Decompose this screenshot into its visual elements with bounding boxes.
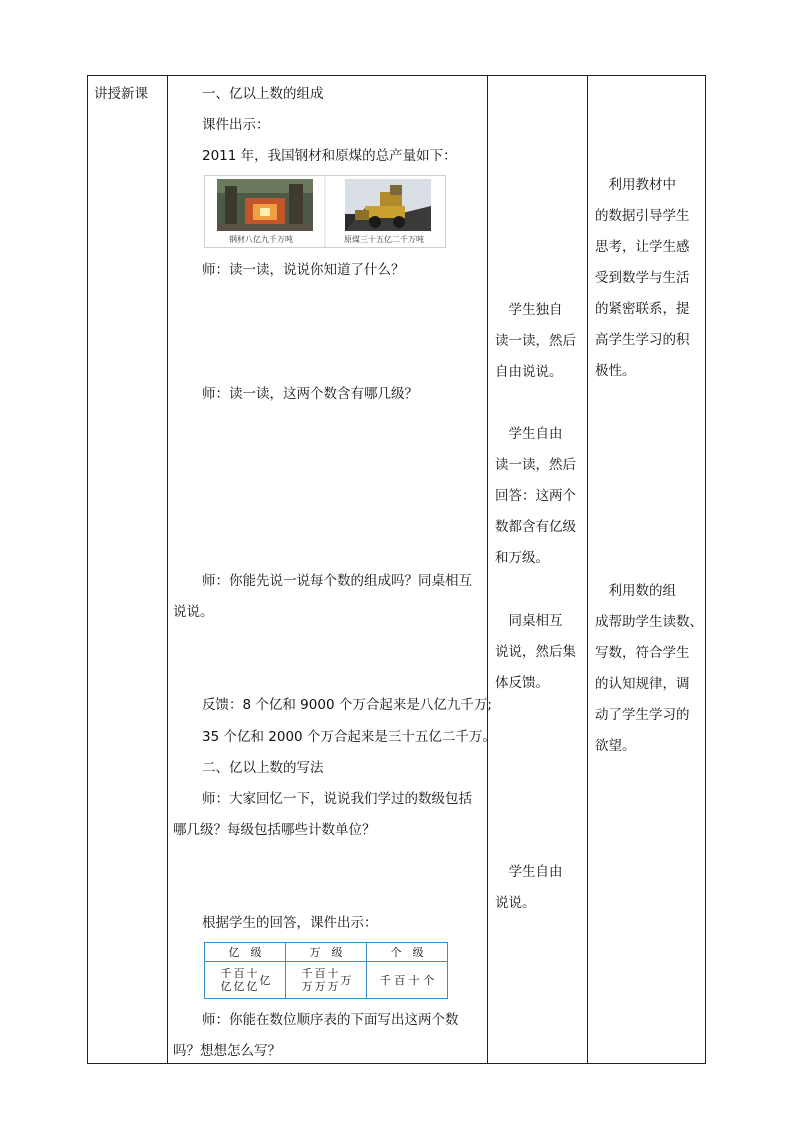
student-line: 读一读，然后 xyxy=(495,457,576,473)
question-recall-cont: 哪几级？每级包括哪些计数单位？ xyxy=(173,822,376,838)
place-value-table xyxy=(204,942,448,999)
section-label: 讲授新课 xyxy=(94,86,148,102)
intent-line: 受到数学与生活 xyxy=(595,270,690,286)
loader-coal-photo-icon xyxy=(345,179,431,231)
unit: 亿 xyxy=(259,973,271,987)
unit: 十亿 xyxy=(246,967,258,993)
student-line: 同桌相互 xyxy=(495,613,563,629)
unit: 万 xyxy=(340,973,352,987)
student-line: 自由说说。 xyxy=(495,364,563,380)
steel-caption: 钢材八亿九千万吨 xyxy=(229,235,293,244)
feedback-line-1: 反馈：8 个亿和 9000 个万合起来是八亿九千万; xyxy=(202,697,492,713)
courseware-label: 课件出示： xyxy=(202,117,270,133)
question-composition-cont: 说说。 xyxy=(173,604,214,620)
intent-line: 利用数的组 xyxy=(595,583,676,599)
student-line: 学生自由 xyxy=(495,426,563,442)
student-line: 学生独自 xyxy=(495,302,563,318)
student-line: 体反馈。 xyxy=(495,675,549,691)
intent-line: 写数，符合学生 xyxy=(595,645,690,661)
feedback-line-2: 35 个亿和 2000 个万合起来是三十五亿二千万。 xyxy=(202,729,496,745)
question-write: 师：你能在数位顺序表的下面写出这两个数 xyxy=(202,1012,459,1028)
unit: 千亿 xyxy=(220,967,232,993)
question-levels: 师：读一读，这两个数含有哪几级？ xyxy=(202,386,418,402)
unit: 百亿 xyxy=(233,967,245,993)
intro-text: 2011 年，我国钢材和原煤的总产量如下： xyxy=(202,148,457,164)
header-wan: 万 级 xyxy=(286,943,367,962)
student-activity-4 xyxy=(495,857,563,919)
yi-units xyxy=(205,962,286,999)
question-read: 师：读一读，说说你知道了什么？ xyxy=(202,262,405,278)
design-intent-1 xyxy=(595,170,690,387)
unit: 十万 xyxy=(327,967,339,993)
student-activity-3 xyxy=(495,606,576,699)
unit: 百万 xyxy=(314,967,326,993)
student-line: 读一读，然后 xyxy=(495,333,576,349)
courseware-label-2: 根据学生的回答，课件出示： xyxy=(202,915,378,931)
student-line: 说说。 xyxy=(495,895,536,911)
coal-caption: 原煤三十五亿二千万吨 xyxy=(344,235,424,244)
student-line: 数都含有亿级 xyxy=(495,519,576,535)
student-line: 学生自由 xyxy=(495,864,563,880)
ge-units: 千 百 十 个 xyxy=(367,962,448,999)
student-line: 说说，然后集 xyxy=(495,644,576,660)
intent-line: 利用教材中 xyxy=(595,177,676,193)
student-line: 回答：这两个 xyxy=(495,488,576,504)
design-intent-2 xyxy=(595,576,703,762)
question-composition: 师：你能先说一说每个数的组成吗？同桌相互 xyxy=(202,573,472,589)
intent-line: 的紧密联系，提 xyxy=(595,301,690,317)
student-activity-2 xyxy=(495,419,576,574)
heading-writing: 二、亿以上数的写法 xyxy=(202,760,324,776)
wan-units xyxy=(286,962,367,999)
question-write-cont: 吗？想想怎么写？ xyxy=(173,1043,281,1059)
intent-line: 的数据引导学生 xyxy=(595,208,690,224)
production-images xyxy=(204,175,446,248)
column-divider xyxy=(487,75,488,1064)
column-divider xyxy=(587,75,588,1064)
header-yi: 亿 级 xyxy=(205,943,286,962)
intent-line: 的认知规律，调 xyxy=(595,676,690,692)
steel-mill-photo-icon xyxy=(217,179,313,231)
student-line: 和万级。 xyxy=(495,550,549,566)
unit: 千万 xyxy=(301,967,313,993)
intent-line: 成帮助学生读数、 xyxy=(595,614,703,630)
question-recall: 师：大家回忆一下，说说我们学过的数级包括 xyxy=(202,791,472,807)
header-ge: 个 级 xyxy=(367,943,448,962)
intent-line: 欲望。 xyxy=(595,738,636,754)
intent-line: 高学生学习的积 xyxy=(595,332,690,348)
intent-line: 动了学生学习的 xyxy=(595,707,690,723)
column-divider xyxy=(167,75,168,1064)
student-activity-1 xyxy=(495,295,576,388)
intent-line: 极性。 xyxy=(595,363,636,379)
intent-line: 思考，让学生感 xyxy=(595,239,690,255)
heading-composition: 一、亿以上数的组成 xyxy=(202,86,324,102)
